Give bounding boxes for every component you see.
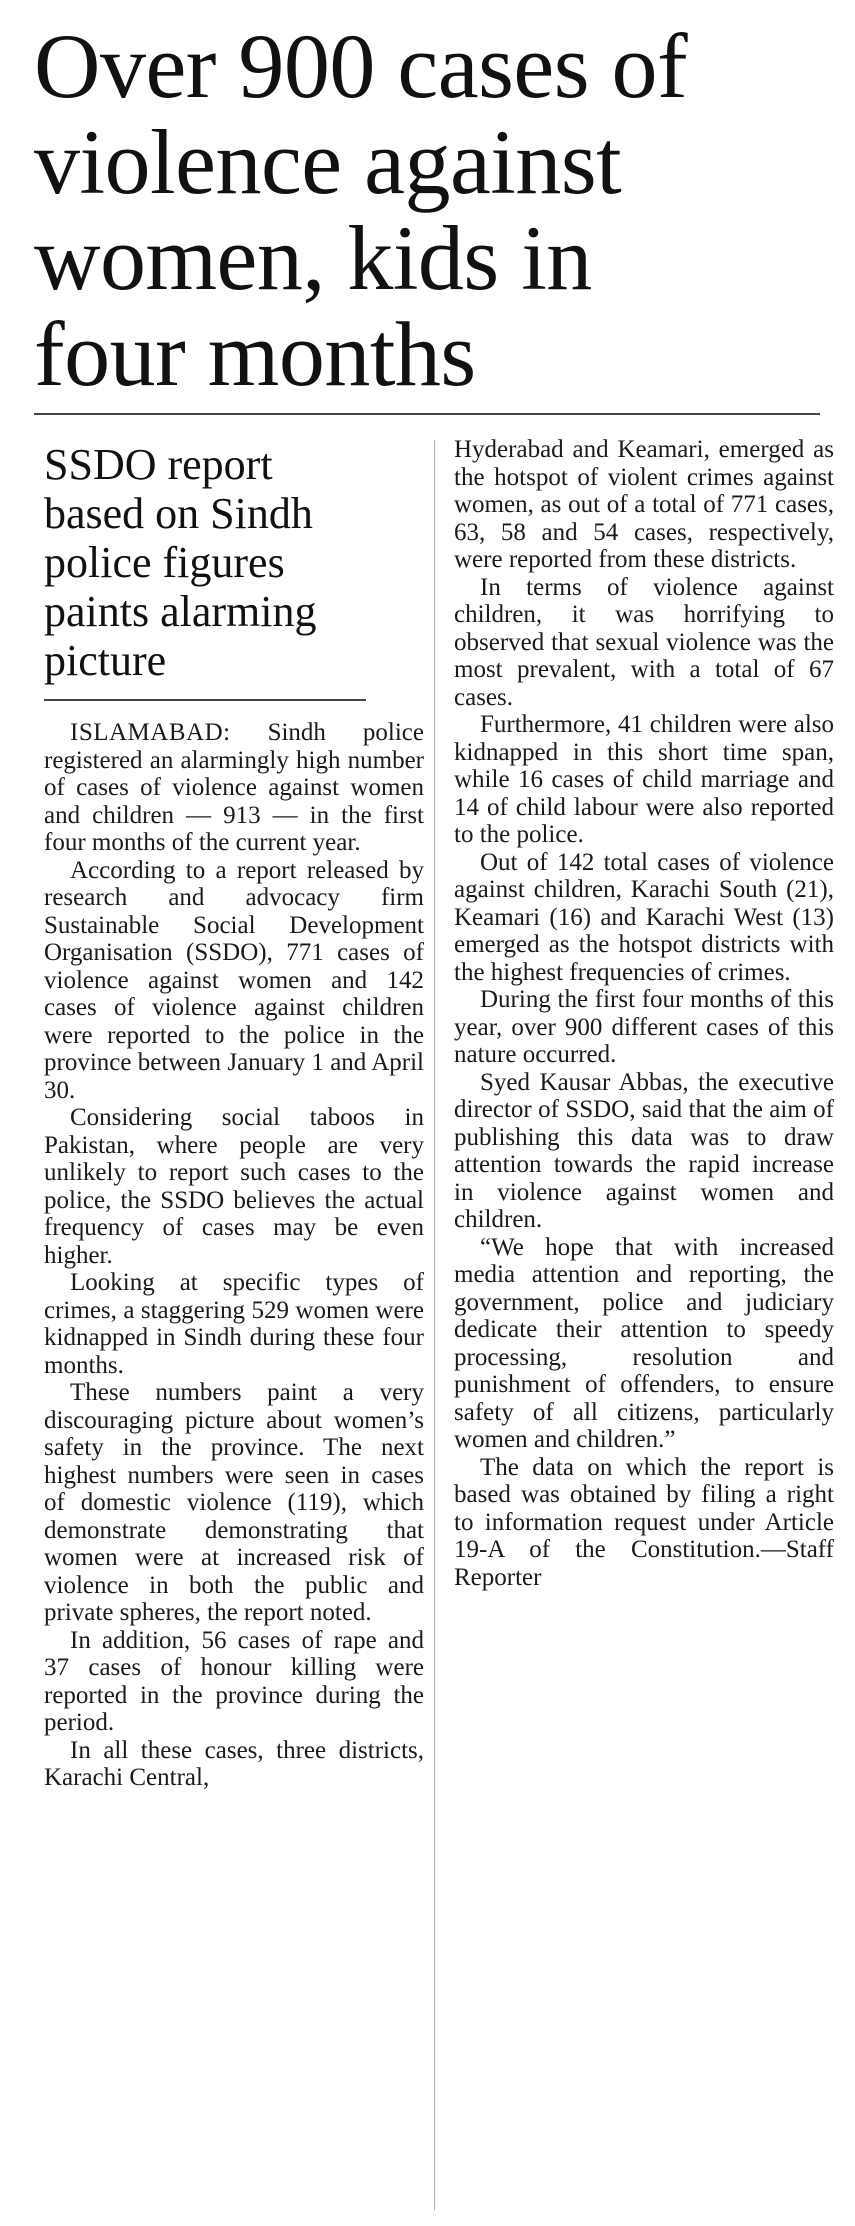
deck-line: SSDO report [44,440,273,489]
dateline: ISLAMABAD: [70,719,231,746]
paragraph: These numbers paint a very discouraging picture about women’s safety in the province. The next highest numbers were seen in cases of domestic violence (119), which demonstrate demonstrating that women were at increased risk of violence in both the public and private spheres, the report noted. [44,1379,424,1626]
paragraph: Considering social taboos in Pakistan, where people are very unlikely to report such cases to the police, the SSDO believes the actual frequency of cases may be even higher. [44,1104,424,1269]
deck-subheadline [44,440,366,701]
headline-line: violence against [34,111,622,213]
deck-line: based on Sindh [44,489,313,538]
paragraph-closing: The data on which the report is based was obtained by filing a right to information request under Article 19-A of the Constitution.—Staff Reporter [454,1453,834,1591]
headline-line: women, kids in [34,207,592,309]
paragraph: During the first four months of this year, over 900 different cases of this nature occurred. [454,986,834,1068]
paragraph-intro [44,719,424,857]
headline-line: Over 900 cases of [34,15,688,117]
paragraph: In terms of violence against children, it was horrifying to observed that sexual violence was the most prevalent, with a total of 67 cases. [454,573,834,711]
paragraph-text: Sindh police registered an alarmingly high number of cases of violence against women and children — 913 — in the first four months of the current year. [44,719,424,856]
paragraph: In addition, 56 cases of rape and 37 cases of honour killing were reported in the province during the period. [44,1626,424,1736]
paragraph-continued: Hyderabad and Keamari, emerged as the hotspot of violent crimes against women, as out of a total of 771 cases, 63, 58 and 54 cases, respectively, were reported from these districts. [454,436,834,573]
headline-rule [34,413,820,415]
column-right [454,436,834,1591]
paragraph: Out of 142 total cases of violence against children, Karachi South (21), Keamari (16) and Karachi West (13) emerged as the hotspot districts with the highest frequencies of crimes. [454,848,834,986]
column-divider [434,440,435,2210]
headline-line: four months [34,303,476,405]
paragraph: In all these cases, three districts, Karachi Central, [44,1736,424,1791]
column-left [44,440,424,1792]
deck-line: police figures [44,538,285,587]
paragraph: Looking at specific types of crimes, a staggering 529 women were kidnapped in Sindh during these four months. [44,1269,424,1379]
headline [34,15,834,405]
deck-line: paints alarming [44,587,317,636]
paragraph-quote: “We hope that with increased media attention and reporting, the government, police and judiciary dedicate their attention to speedy processing, resolution and punishment of offenders, to ensure safety of all citizens, particularly women and children.” [454,1233,834,1453]
paragraph: Furthermore, 41 children were also kidnapped in this short time span, while 16 cases of child marriage and 14 of child labour were also reported to the police. [454,711,834,848]
deck-line: picture [44,636,167,685]
paragraph: Syed Kausar Abbas, the executive director of SSDO, said that the aim of publishing this data was to draw attention towards the rapid increase in violence against women and children. [454,1068,834,1233]
paragraph: According to a report released by research and advocacy firm Sustainable Social Development Organisation (SSDO), 771 cases of violence against women and 142 cases of violence against children were reported to the police in the province between January 1 and April 30. [44,856,424,1104]
